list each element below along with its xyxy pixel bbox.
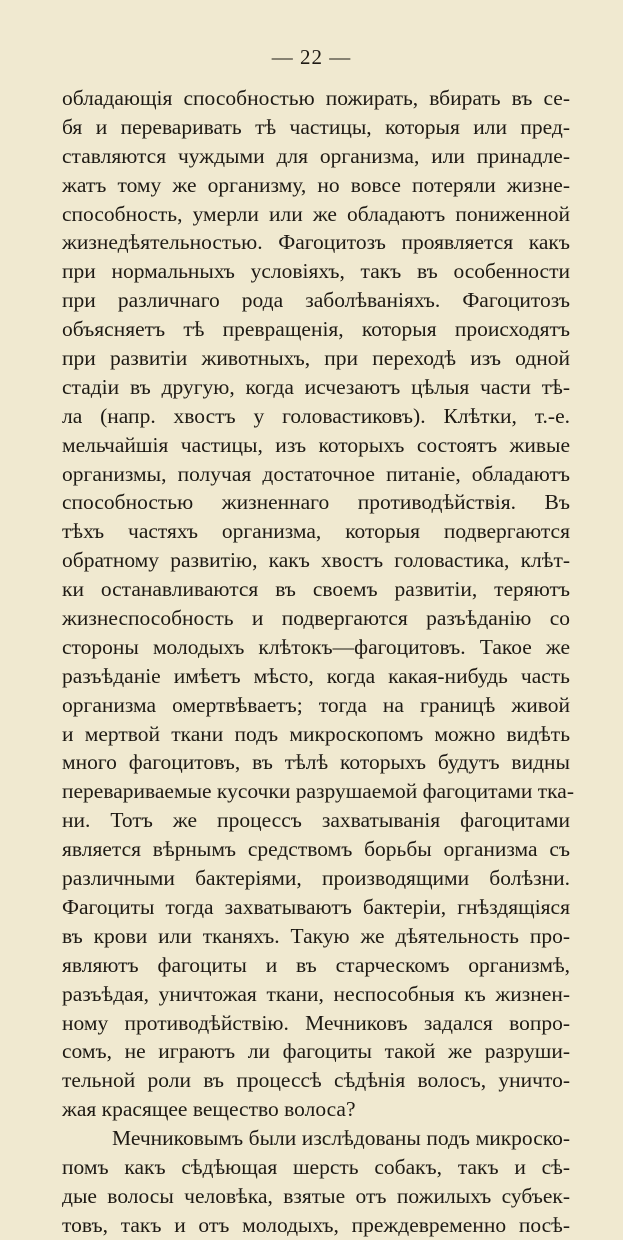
text-line: помъ какъ сѣдѣющая шерсть собакъ, такъ и сѣ- — [62, 1154, 570, 1179]
text-line: ки останавливаются въ своемъ развитіи, теряютъ — [62, 577, 570, 602]
text-line: способностью жизненнаго противодѣйствія. Въ — [62, 490, 570, 515]
text-line: бя и переваривать тѣ частицы, которыя или пред- — [62, 114, 570, 139]
text-line: товъ, такъ и отъ молодыхъ, преждевременно посѣ- — [62, 1212, 570, 1237]
text-line: ни. Тотъ же процессъ захватыванія фагоцитами — [62, 808, 570, 833]
text-line: жизнеспособность и подвергаются разъѣданію со — [62, 606, 570, 631]
text-line: способность, умерли или же обладаютъ пониженной — [62, 201, 570, 226]
text-line: ставляются чуждыми для организма, или принадле- — [62, 143, 570, 168]
text-line: обладающія способностью пожирать, вбирать въ се- — [62, 86, 570, 110]
text-line: разъѣдая, уничтожая ткани, неспособныя къ жизнен- — [62, 981, 570, 1006]
page-number: — 22 — — [271, 45, 352, 69]
text-line: тельной роли въ процессѣ сѣдѣнія волосъ, уничто- — [62, 1068, 570, 1093]
text-line: Мечниковымъ были изслѣдованы подъ микроско- — [112, 1126, 570, 1151]
text-line: и мертвой ткани подъ микроскопомъ можно видѣть — [62, 721, 570, 746]
text-line: жатъ тому же организму, но вовсе потеряли жизне- — [62, 172, 570, 197]
text-line: сомъ, не играютъ ли фагоциты такой же разруши- — [62, 1039, 570, 1064]
text-line: много фагоцитовъ, въ тѣлѣ которыхъ будутъ видны — [62, 750, 570, 775]
body-text — [62, 84, 575, 1240]
text-line: ному противодѣйствію. Мечниковъ задался вопро- — [62, 1010, 570, 1035]
text-line: является вѣрнымъ средствомъ борьбы организма съ — [62, 837, 570, 862]
text-line: организма омертвѣваетъ; тогда на границѣ живой — [62, 692, 570, 717]
text-line: стадіи въ другую, когда исчезаютъ цѣлыя части тѣ- — [62, 374, 570, 399]
text-line: организмы, получая достаточное питаніе, обладаютъ — [62, 461, 570, 486]
text-line: въ крови или тканяхъ. Такую же дѣятельность про- — [62, 923, 570, 948]
text-line: перевариваемые кусочки разрушаемой фагоцитами тка- — [62, 779, 575, 804]
text-line: тѣхъ частяхъ организма, которыя подвергаются — [62, 519, 570, 544]
text-line: объясняетъ тѣ превращенія, которыя происходятъ — [62, 317, 570, 342]
text-line: стороны молодыхъ клѣтокъ—фагоцитовъ. Такое же — [62, 634, 570, 659]
paragraph — [62, 84, 575, 1124]
paragraph — [62, 1124, 570, 1240]
text-line: разъѣданіе имѣетъ мѣсто, когда какая-нибудь часть — [62, 663, 570, 688]
text-line: различными бактеріями, производящими болѣзни. — [62, 866, 570, 891]
text-line: при различнаго рода заболѣваніяхъ. Фагоцитозъ — [62, 288, 570, 313]
text-line: жая красящее вещество волоса? — [62, 1097, 356, 1122]
text-line: при развитіи животныхъ, при переходѣ изъ одной — [62, 346, 570, 371]
text-line: являютъ фагоциты и въ старческомъ организмѣ, — [62, 952, 570, 977]
text-line: при нормальныхъ условіяхъ, такъ въ особенности — [62, 259, 570, 284]
text-line: дые волосы человѣка, взятые отъ пожилыхъ субъек- — [62, 1183, 570, 1208]
text-line: ла (напр. хвостъ у головастиковъ). Клѣтки, т.-е. — [62, 403, 570, 428]
text-line: жизнедѣятельностью. Фагоцитозъ проявляется какъ — [62, 230, 570, 255]
text-line: обратному развитію, какъ хвостъ головастика, клѣт- — [62, 548, 570, 573]
text-line: мельчайшія частицы, изъ которыхъ состоятъ живые — [62, 432, 570, 457]
text-line: Фагоциты тогда захватываютъ бактеріи, гнѣздящіяся — [62, 894, 570, 919]
